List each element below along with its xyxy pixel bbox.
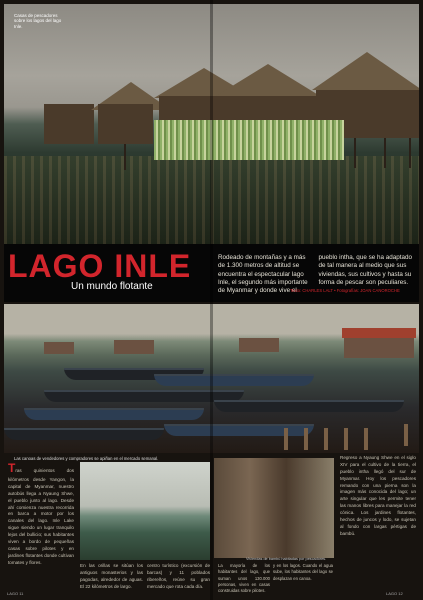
page-number: LAGO 12 [386,591,403,596]
mountain-photo [80,462,210,560]
wooden-post [304,428,308,450]
stilt-hut [222,96,322,122]
drying-reeds [154,120,344,160]
stilt [409,138,411,168]
boats-caption: Las canoas de vendedores y compradores se apiñan en el mercado semanal. [14,456,159,461]
canoe [4,428,164,440]
intro-text: Rodeado de montañas y a más de 1.300 metros de altitud se encuentra el espectacular lago Inle, el segundo más importante de Myanmar y donde vive el pueblo intha, que se ha adaptado de tal manera al medio que sus viviendas, sus cultivos y hasta su forma de pescar son peculiares. [218,254,412,295]
page-gutter [210,0,213,600]
village-house [44,342,74,354]
subtitle: Un mundo flotante [71,281,153,292]
body-column: centro turístico (excursión de barcas) y 11 poblados ribereños, reúne su gran mercado que rota cada día. [147,563,210,589]
village-house [114,340,154,354]
stilt-hut [44,104,94,144]
page-title: LAGO INLE [8,248,192,284]
stilt-hut [98,104,153,144]
canoe [154,374,314,386]
byline-text: Texto: CHARLES LALT • Fotografías: JOAN CANOROCHE [290,288,400,293]
house-roof [342,328,416,338]
body-column: y en los lagos. Cuando el agua sube, los habitantes del lago se desplazan en canoa. [273,563,333,581]
stilt [354,138,356,168]
stilt [384,138,386,168]
body-column: Tras quinientos dos kilómetros desde Yangon, la capital de Myanmar, nuestro autobús llega a Nyaung Shwe, el pueblo junto al lago. Desde ahí comienza nuestra recorrida en barca a motor por los canales del lago. Inle Lake sigue siendo un lugar tranquilo lejos del bullicio; sus habitantes viven a bordo de pequeñas casas sobre pilotes y en jardines flotantes donde cultivan tomates y flores. [8,461,74,565]
hut-roof [216,64,320,96]
wooden-post [364,428,368,450]
body-column: La mayoría de los habitantes del lago, que suman unos 130.000 personas, viven en casas construidas sobre pilotes. [218,563,270,594]
canoe [164,424,314,436]
wooden-post [324,428,328,450]
canoe [214,400,404,412]
hut-roof [312,52,419,90]
stilt-caption: Viviendas de bambú habitadas por pescadores. [246,557,327,561]
wooden-post [284,428,288,450]
stilt-house-photo [214,458,334,558]
body-column: Regreso a Nyaung Shwe en el siglo XIV para el cultivo de la tierra, el pueblo intha llegó del sur de Myanmar. Hoy los pescadores remando con una pierna son la imagen más conocida del lago; un arte singular que les permite tener las manos libres para manejar la red cónica. Los jardines flotantes, hechos de juncos y lodo, se sujetan al fondo con largas pértigas de bambú. [340,455,416,536]
village-house [344,336,414,358]
village-house [239,338,279,352]
wooden-post [344,428,348,450]
byline [290,288,400,293]
stilt [124,144,126,170]
page-number: LAGO 11 [7,591,24,596]
body-column: En las orillas se sitúan los antiguos monasterios y las pagodas, alrededor de aguas. El 22 kilómetros de largo. [80,563,143,589]
canoe [24,408,204,420]
hero-caption: Casas de pescadores sobre los lagos del lago Inle. [14,13,62,29]
wooden-post [404,424,408,446]
